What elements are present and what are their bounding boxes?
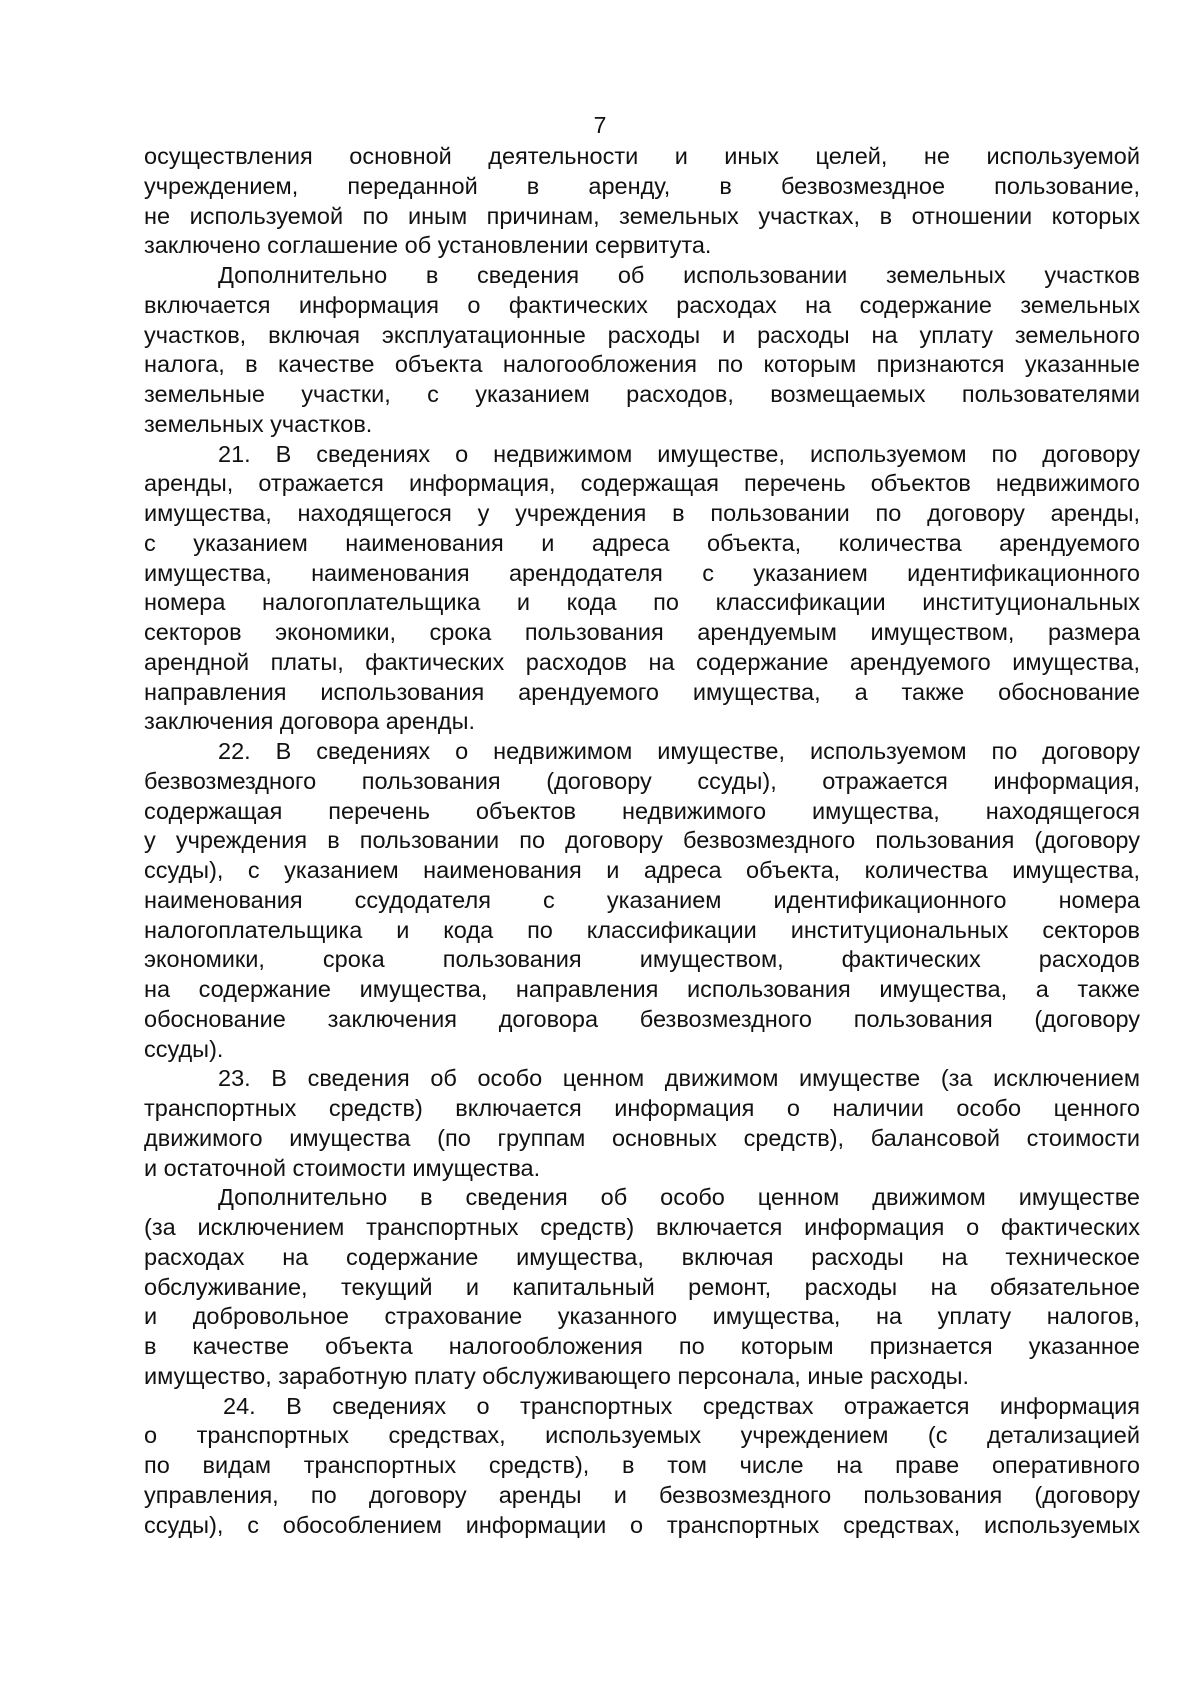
- text-line: ссуды), с обособлением информации о транспортных средствах, используемых: [144, 1511, 1140, 1538]
- text-line: арендной платы, фактических расходов на содержание арендуемого имущества,: [144, 648, 1140, 675]
- text-line: ссуды), с указанием наименования и адреса объекта, количества имущества,: [144, 857, 1140, 883]
- text-line: расходах на содержание имущества, включая расходы на техническое: [144, 1243, 1140, 1270]
- text-line: и остаточной стоимости имущества.: [144, 1154, 541, 1181]
- text-line: ссуды).: [144, 1035, 224, 1062]
- text-line: наименования ссудодателя с указанием идентификационного номера: [144, 886, 1140, 913]
- text-line: учреждением, переданной в аренду, в безвозмездное пользование,: [144, 172, 1140, 199]
- text-line: с указанием наименования и адреса объекта, количества арендуемого: [144, 529, 1140, 556]
- text-line: транспортных средств) включается информация о наличии особо ценного: [144, 1095, 1140, 1121]
- text-line: участков, включая эксплуатационные расходы и расходы на уплату земельного: [144, 321, 1140, 348]
- text-line: имущество, заработную плату обслуживающего персонала, иные расходы.: [144, 1362, 970, 1389]
- text-line: номера налогоплательщика и кода по классификации институциональных: [144, 589, 1140, 616]
- text-line: о транспортных средствах, используемых учреждением (с детализацией: [144, 1422, 1140, 1449]
- text-line: 22. В сведениях о недвижимом имуществе, используемом по договору: [218, 738, 1140, 764]
- text-line: заключения договора аренды.: [144, 708, 476, 735]
- text-line: управления, по договору аренды и безвозмездного пользования (договору: [144, 1481, 1140, 1508]
- text-line: по видам транспортных средств), в том числе на праве оперативного: [144, 1452, 1140, 1478]
- text-line: в качестве объекта налогообложения по которым признается указанное: [144, 1333, 1140, 1359]
- text-line: экономики, срока пользования имуществом, фактических расходов: [144, 946, 1140, 973]
- text-line: содержащая перечень объектов недвижимого имущества, находящегося: [144, 797, 1140, 824]
- text-line: направления использования арендуемого имущества, а также обоснование: [144, 678, 1140, 705]
- text-line: осуществления основной деятельности и иных целей, не используемой: [144, 143, 1140, 169]
- text-line: Дополнительно в сведения об особо ценном движимом имуществе: [218, 1184, 1140, 1211]
- text-line: и добровольное страхование указанного имущества, на уплату налогов,: [144, 1303, 1140, 1330]
- text-line: секторов экономики, срока пользования арендуемым имуществом, размера: [144, 619, 1140, 645]
- text-line: имущества, наименования арендодателя с указанием идентификационного: [144, 559, 1140, 586]
- text-line: безвозмездного пользования (договору ссуды), отражается информация,: [144, 767, 1140, 794]
- text-line: налога, в качестве объекта налогообложения по которым признаются указанные: [144, 351, 1140, 378]
- page-number: 7: [593, 112, 607, 138]
- text-line: движимого имущества (по группам основных средств), балансовой стоимости: [144, 1124, 1140, 1151]
- document-body: [144, 142, 1140, 1540]
- text-line: земельных участков.: [144, 410, 373, 437]
- text-line: земельные участки, с указанием расходов, возмещаемых пользователями: [144, 381, 1140, 407]
- text-line: включается информация о фактических расходах на содержание земельных: [144, 291, 1140, 318]
- text-line: обоснование заключения договора безвозмездного пользования (договору: [144, 1005, 1140, 1032]
- text-line: не используемой по иным причинам, земельных участках, в отношении которых: [144, 202, 1140, 229]
- text-line: Дополнительно в сведения об использовании земельных участков: [218, 262, 1140, 288]
- text-line: 21. В сведениях о недвижимом имуществе, используемом по договору: [218, 440, 1140, 467]
- text-line: 23. В сведения об особо ценном движимом имуществе (за исключением: [218, 1065, 1140, 1092]
- text-line: аренды, отражается информация, содержащая перечень объектов недвижимого: [144, 470, 1140, 497]
- text-line: имущества, находящегося у учреждения в пользовании по договору аренды,: [144, 500, 1140, 526]
- text-line: 24. В сведениях о транспортных средствах отражается информация: [223, 1392, 1140, 1419]
- text-line: на содержание имущества, направления использования имущества, а также: [144, 976, 1140, 1002]
- text-line: налогоплательщика и кода по классификации институциональных секторов: [144, 916, 1140, 943]
- text-line: (за исключением транспортных средств) включается информация о фактических: [144, 1214, 1140, 1240]
- text-line: обслуживание, текущий и капитальный ремонт, расходы на обязательное: [144, 1273, 1140, 1300]
- text-line: у учреждения в пользовании по договору безвозмездного пользования (договору: [144, 827, 1140, 854]
- text-line: заключено соглашение об установлении сервитута.: [144, 232, 712, 259]
